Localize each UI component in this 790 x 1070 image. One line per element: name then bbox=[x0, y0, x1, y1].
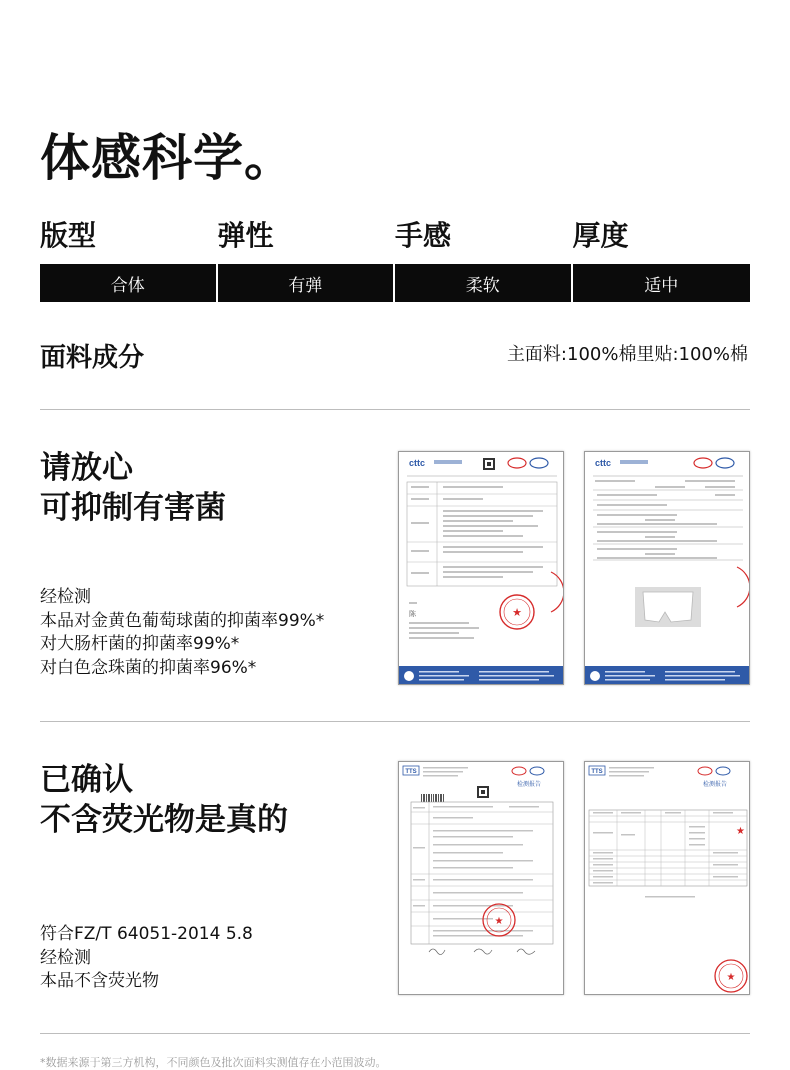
section-divider bbox=[40, 409, 750, 410]
svg-text:★: ★ bbox=[726, 972, 736, 983]
svg-text:★: ★ bbox=[736, 826, 745, 837]
page-title: 体感科学。 bbox=[40, 129, 295, 187]
antibacterial-text-line1: 经检测 bbox=[40, 587, 91, 607]
spec-value-thickness: 适中 bbox=[573, 264, 751, 302]
section-divider bbox=[40, 721, 750, 722]
svg-text:★: ★ bbox=[494, 916, 504, 927]
antibacterial-text-line4: 对白色念珠菌的抑菌率96%* bbox=[40, 657, 257, 678]
fluorescent-text-line3: 本品不含荧光物 bbox=[40, 971, 159, 991]
antibacterial-report-image-1 bbox=[398, 451, 564, 685]
fluorescent-text-line2: 经检测 bbox=[40, 947, 91, 968]
data-source-footnote: *数据来源于第三方机构，不同颜色及批次面料实测值存在小范围波动。 bbox=[40, 1056, 387, 1069]
antibacterial-heading bbox=[40, 448, 226, 528]
report-title: 检测报告 bbox=[516, 781, 542, 788]
fluorescent-heading-line2: 不含荧光物是真的 bbox=[40, 802, 288, 838]
report-logo: cttc bbox=[409, 458, 426, 468]
spec-value-elasticity: 有弹 bbox=[218, 264, 394, 302]
fluorescent-heading bbox=[40, 760, 288, 840]
fabric-composition: 主面料:100%棉里贴:100%棉 bbox=[506, 344, 748, 365]
report-title: 检测报告 bbox=[702, 781, 728, 788]
fluorescent-heading-line1: 已确认 bbox=[40, 762, 133, 798]
spec-value-feel: 柔软 bbox=[395, 264, 571, 302]
fluorescent-text-line1: 符合FZ/T 64051-2014 5.8 bbox=[40, 924, 253, 944]
report-logo: cttc bbox=[595, 458, 612, 468]
svg-text:陈: 陈 bbox=[409, 610, 416, 618]
antibacterial-heading-line1: 请放心 bbox=[40, 450, 133, 486]
antibacterial-report-image-2 bbox=[584, 451, 750, 685]
fabric-title: 面料成分 bbox=[40, 343, 145, 373]
report-logo: TTS bbox=[591, 769, 603, 775]
fluorescent-report-image-1 bbox=[398, 761, 564, 995]
fluorescent-report-image-2 bbox=[584, 761, 750, 995]
fluorescent-text bbox=[40, 923, 253, 994]
spec-label-thickness: 厚度 bbox=[572, 219, 629, 252]
spec-label-feel: 手感 bbox=[395, 219, 452, 252]
section-divider bbox=[40, 1033, 750, 1034]
antibacterial-text-line3: 对大肠杆菌的抑菌率99%* bbox=[40, 634, 240, 654]
spec-value-fit: 合体 bbox=[40, 264, 216, 302]
spec-label-fit: 版型 bbox=[40, 219, 97, 252]
antibacterial-text bbox=[40, 586, 324, 680]
spec-label-elasticity: 弹性 bbox=[217, 219, 274, 252]
spec-table bbox=[40, 214, 750, 302]
antibacterial-text-line2: 本品对金黄色葡萄球菌的抑菌率99%* bbox=[40, 610, 325, 631]
antibacterial-heading-line2: 可抑制有害菌 bbox=[40, 490, 226, 526]
report-logo: TTS bbox=[405, 769, 417, 775]
svg-text:★: ★ bbox=[512, 606, 522, 619]
